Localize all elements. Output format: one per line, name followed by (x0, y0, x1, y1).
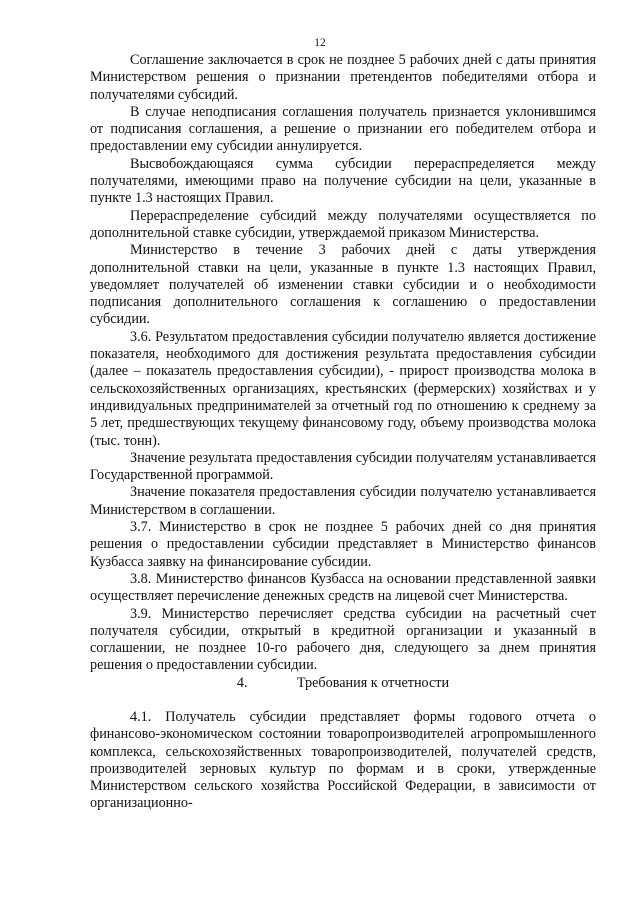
paragraph-3-9: 3.9. Министерство перечисляет средства субсидии на расчетный счет получателя субсидии, открытый в кредитной организации и указанный в соглашении, не позднее 10-го рабочего дня, следующего за днем принятия решения о предоставлении субсидии. (90, 605, 596, 674)
paragraph-3-6: 3.6. Результатом предоставления субсидии получателю является достижение показателя, необходимого для достижения результата предоставления субсидии (далее – показатель предоставления субсидии), - прирост производства молока в сельскохозяйственных организациях, крестьянских (фермерских) хозяйствах и у индивидуальных предпринимателей за отчетный год по отношению к среднему за 5 лет, предшествующих текущему финансовому году, объему производства молока (тыс. тонн). (90, 328, 596, 449)
paragraph-indicator-value: Значение показателя предоставления субсидии получателю устанавливается Министерством в соглашении. (90, 484, 596, 518)
paragraph-result-value: Значение результата предоставления субсидии получателям устанавливается Государственной программой. (90, 449, 596, 484)
section-title: Требования к отчетности (296, 674, 450, 691)
paragraph-4-1: 4.1. Получатель субсидии представляет формы годового отчета о финансово-экономическом состоянии товаропроизводителей агропромышленного комплекса, сельскохозяйственных товаропроизводителей, получателей средств, производителей зерновых культур по формам и в сроки, утвержденные Министерством сельского хозяйства Российской Федерации, в зависимости от организационно- (90, 708, 596, 812)
section-number: 4. (236, 674, 248, 691)
paragraph-notification: Министерство в течение 3 рабочих дней с даты утверждения дополнительной ставки на цели, указанные в пункте 1.3 настоящих Правил, уведомляет получателей об изменении ставки субсидии и о необходимости подписания дополнительного соглашения к соглашению о предоставлении субсидии. (90, 242, 596, 328)
document-body (90, 52, 596, 813)
paragraph-redistribution-amount: Высвобождающаяся сумма субсидии перераспределяется между получателями, имеющими право на получение субсидии на цели, указанные в пункте 1.3 настоящих Правил. (90, 155, 596, 207)
page-number: 12 (314, 37, 326, 49)
paragraph-agreement-deadline: Соглашение заключается в срок не позднее 5 рабочих дней с даты принятия Министерством решения о признании претендентов победителями отбора и получателями субсидий. (90, 52, 596, 103)
paragraph-non-signing: В случае неподписания соглашения получатель признается уклонившимся от подписания соглашения, а решение о признании его победителем отбора и предоставлении ему субсидии аннулируется. (90, 103, 596, 155)
section-heading (90, 675, 596, 692)
paragraph-3-8: 3.8. Министерство финансов Кузбасса на основании представленной заявки осуществляет перечисление денежных средств на лицевой счет Министерства. (90, 570, 596, 605)
paragraph-3-7: 3.7. Министерство в срок не позднее 5 рабочих дней со дня принятия решения о предоставлении субсидии представляет в Министерство финансов Кузбасса заявку на финансирование субсидии. (90, 519, 596, 570)
paragraph-additional-rate: Перераспределение субсидий между получателями осуществляется по дополнительной ставке субсидии, утверждаемой приказом Министерства. (90, 207, 596, 241)
